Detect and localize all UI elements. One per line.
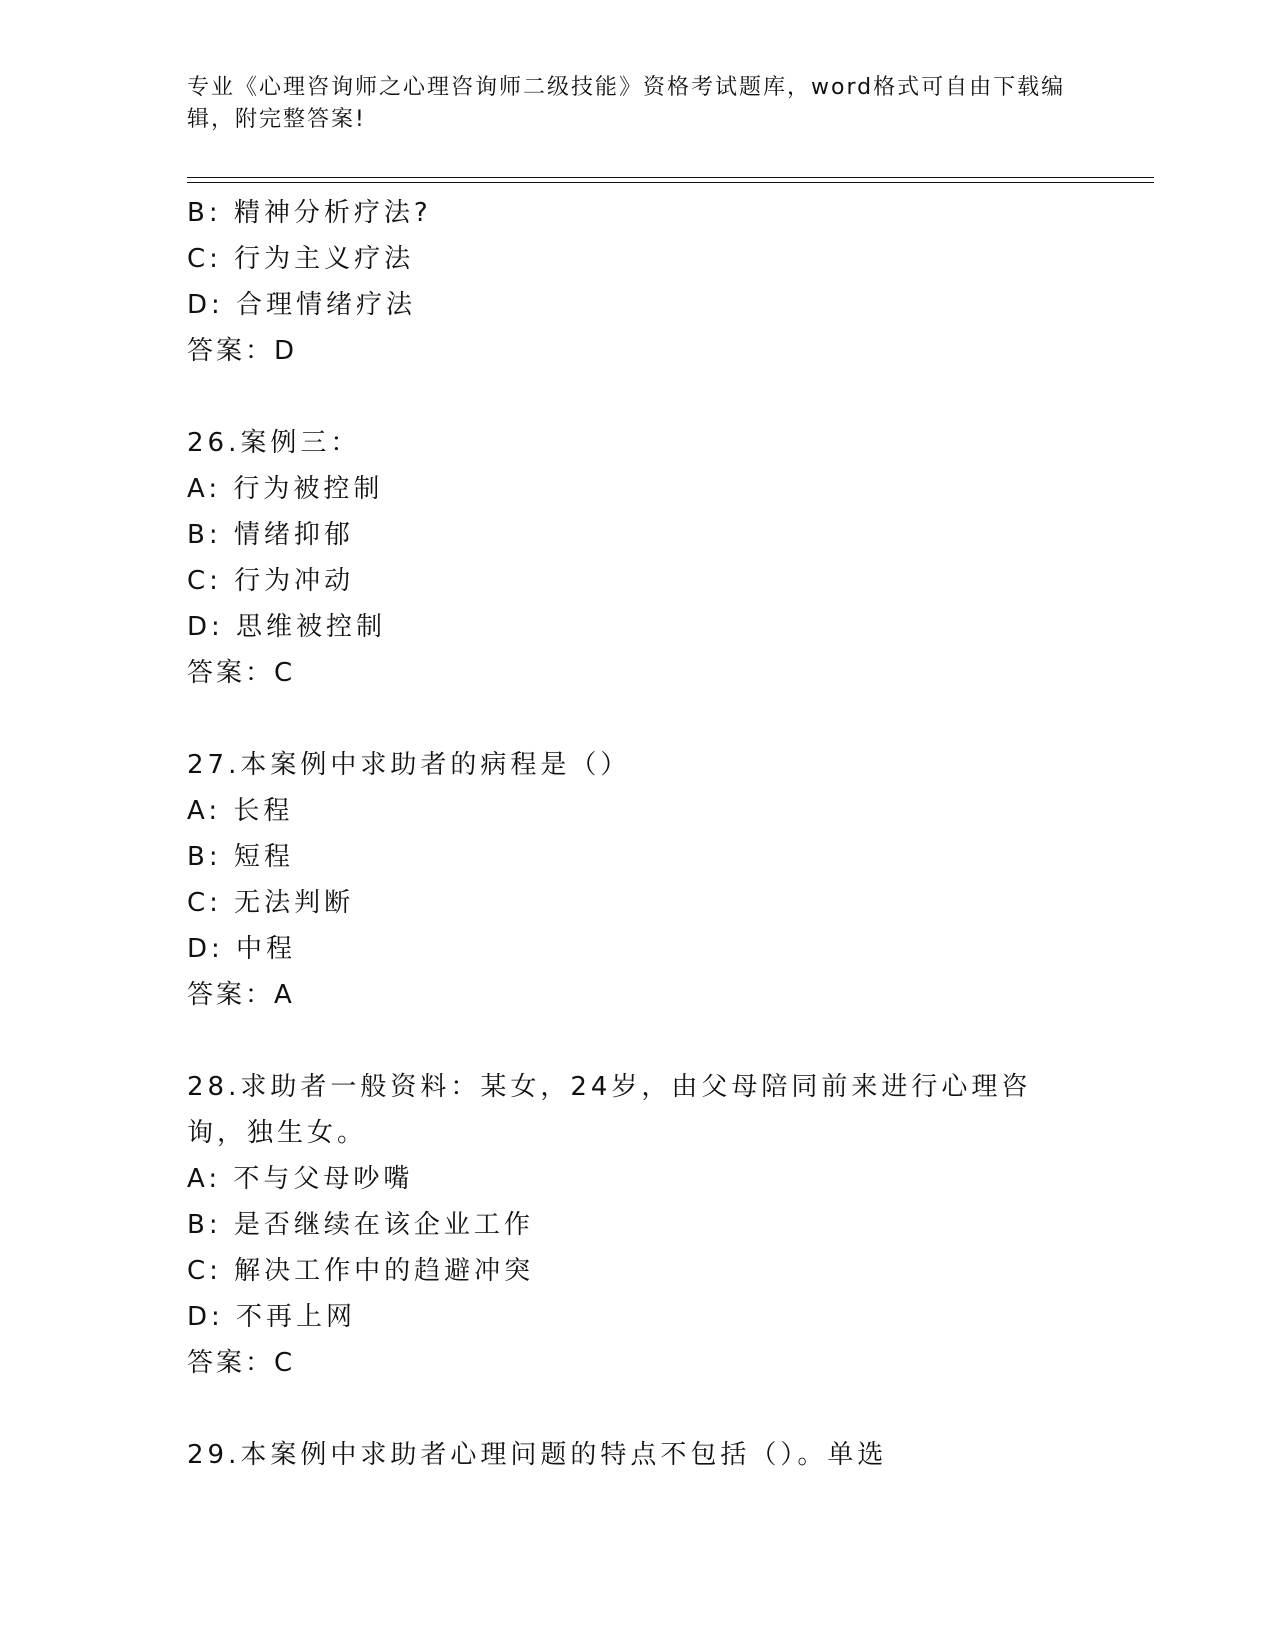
option-b: B: 是否继续在该企业工作	[187, 1210, 534, 1240]
question-29-block	[187, 1432, 1087, 1478]
option-a: A: 不与父母吵嘴	[187, 1164, 414, 1194]
question-26-block	[187, 420, 1087, 696]
option-a: A: 行为被控制	[187, 474, 384, 504]
question-28-block	[187, 1064, 1087, 1386]
option-b: B: 短程	[187, 842, 294, 872]
answer-line: 答案：D	[187, 336, 298, 366]
option-d: D: 合理情绪疗法	[187, 290, 417, 320]
question-text: 29.本案例中求助者心理问题的特点不包括（）。单选	[187, 1440, 888, 1470]
answer-line: 答案：C	[187, 658, 296, 688]
option-d: D: 中程	[187, 934, 297, 964]
question-25-block	[187, 190, 1087, 374]
question-text: 28.求助者一般资料：某女，24岁，由父母陪同前来进行心理咨询，独生女。	[187, 1072, 1032, 1148]
header-divider-top	[187, 177, 1154, 178]
header-divider-bottom	[187, 182, 1154, 183]
option-c: C: 行为冲动	[187, 566, 355, 596]
question-text: 26.案例三：	[187, 428, 361, 458]
answer-line: 答案：A	[187, 980, 295, 1010]
answer-line: 答案：C	[187, 1348, 296, 1378]
option-c: C: 行为主义疗法	[187, 244, 415, 274]
question-27-block	[187, 742, 1087, 1018]
option-d: D: 思维被控制	[187, 612, 387, 642]
question-list	[187, 190, 1087, 1478]
option-a: A: 长程	[187, 796, 294, 826]
option-b: B: 情绪抑郁	[187, 520, 354, 550]
question-text: 27.本案例中求助者的病程是（）	[187, 750, 631, 780]
option-c: C: 解决工作中的趋避冲突	[187, 1256, 535, 1286]
option-c: C: 无法判断	[187, 888, 355, 918]
option-b: B: 精神分析疗法?	[187, 198, 432, 228]
document-intro: 专业《心理咨询师之心理咨询师二级技能》资格考试题库，word格式可自由下载编辑，附完整答案!	[187, 75, 1066, 132]
option-d: D: 不再上网	[187, 1302, 357, 1332]
